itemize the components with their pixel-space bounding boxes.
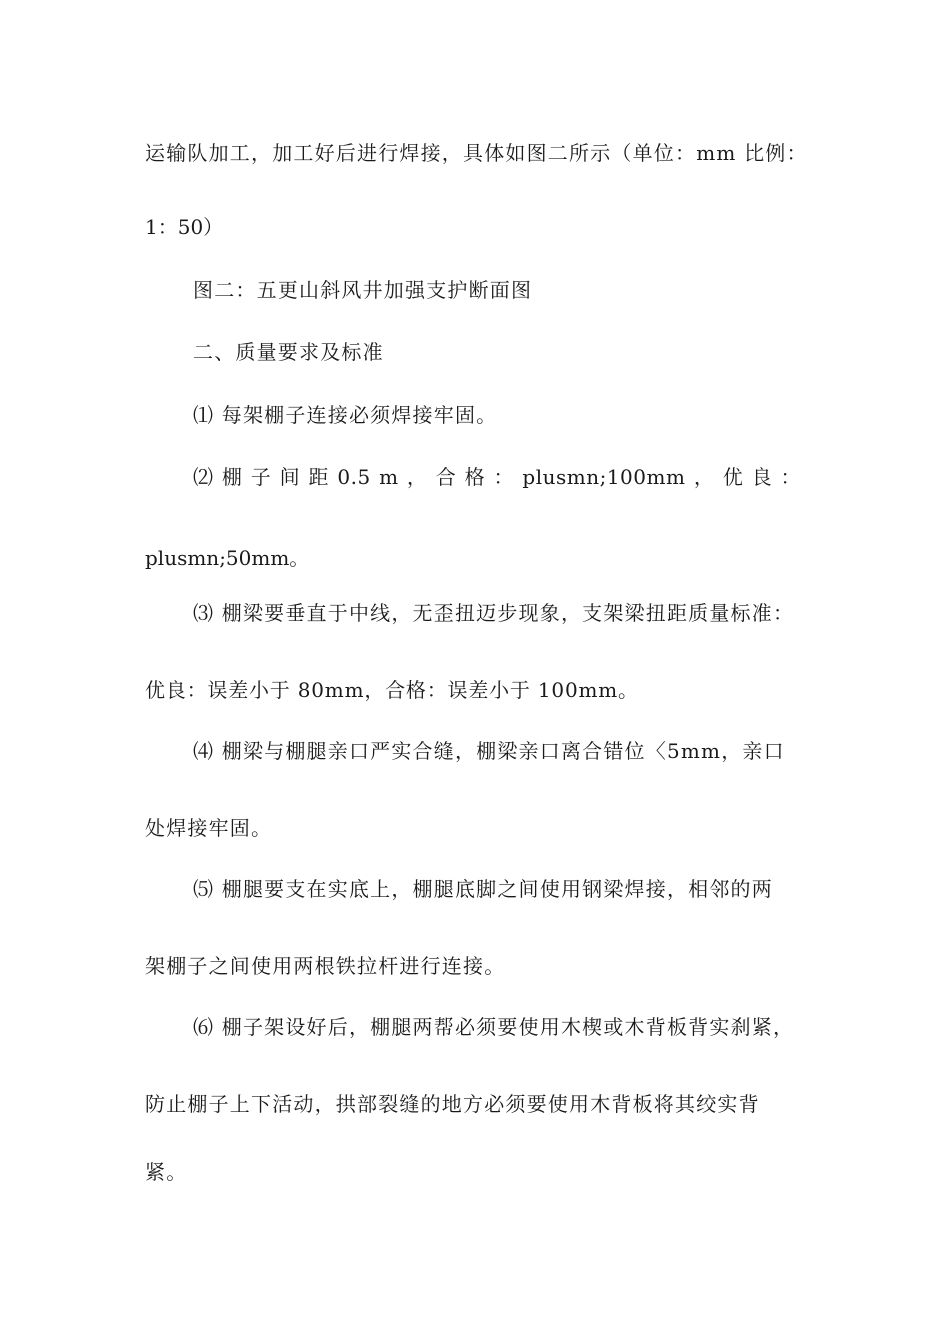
section-heading: 二、质量要求及标准: [193, 340, 384, 364]
item2-part: 间: [279, 465, 301, 489]
text-line-11: 处焊接牢固。: [145, 816, 273, 840]
list-item-1: ⑴ 每架棚子连接必须焊接牢固。: [193, 403, 498, 427]
text-line-9: 优良：误差小于 80mm，合格：误差小于 100mm。: [145, 678, 639, 702]
item2-part: 优: [722, 465, 744, 489]
text-line-7: plusmn;50mm。: [145, 546, 310, 570]
item2-part: 子: [250, 465, 272, 489]
list-item-6: ⑹ 棚子架设好后，棚腿两帮必须要使用木楔或木背板背实刹紧，: [193, 1015, 795, 1039]
item2-part: m: [379, 465, 399, 489]
text-line-13: 架棚子之间使用两根铁拉杆进行连接。: [145, 954, 506, 978]
item2-part: 良: [751, 465, 773, 489]
item2-part: ，: [693, 465, 715, 489]
item2-part: ：: [493, 465, 515, 489]
text-line-2: 1：50）: [145, 215, 224, 239]
figure-caption: 图二：五更山斜风井加强支护断面图: [193, 278, 533, 302]
list-item-5: ⑸ 棚腿要支在实底上，棚腿底脚之间使用钢梁焊接，相邻的两: [193, 877, 773, 901]
text-line-16: 紧。: [145, 1160, 188, 1184]
item2-part: ⑵: [193, 465, 214, 489]
list-item-3: ⑶ 棚梁要垂直于中线，无歪扭迈步现象，支架梁扭距质量标准：: [193, 601, 795, 625]
list-item-2: [193, 463, 801, 491]
list-item-4: ⑷ 棚梁与棚腿亲口严实合缝，棚梁亲口离合错位〈5mm，亲口: [193, 739, 785, 763]
text-line-15: 防止棚子上下活动，拱部裂缝的地方必须要使用木背板将其绞实背: [145, 1092, 760, 1116]
item2-part: ：: [780, 465, 801, 489]
item2-part: 合: [435, 465, 457, 489]
item2-part: 距: [308, 465, 329, 489]
item2-part: 0.5: [337, 465, 371, 489]
item2-part: 棚: [221, 465, 243, 489]
item2-part: 格: [464, 465, 486, 489]
text-line-1: 运输队加工，加工好后进行焊接，具体如图二所示（单位：mm 比例：: [145, 141, 808, 165]
item2-part: plusmn;100mm: [522, 465, 686, 489]
item2-part: ，: [406, 465, 428, 489]
